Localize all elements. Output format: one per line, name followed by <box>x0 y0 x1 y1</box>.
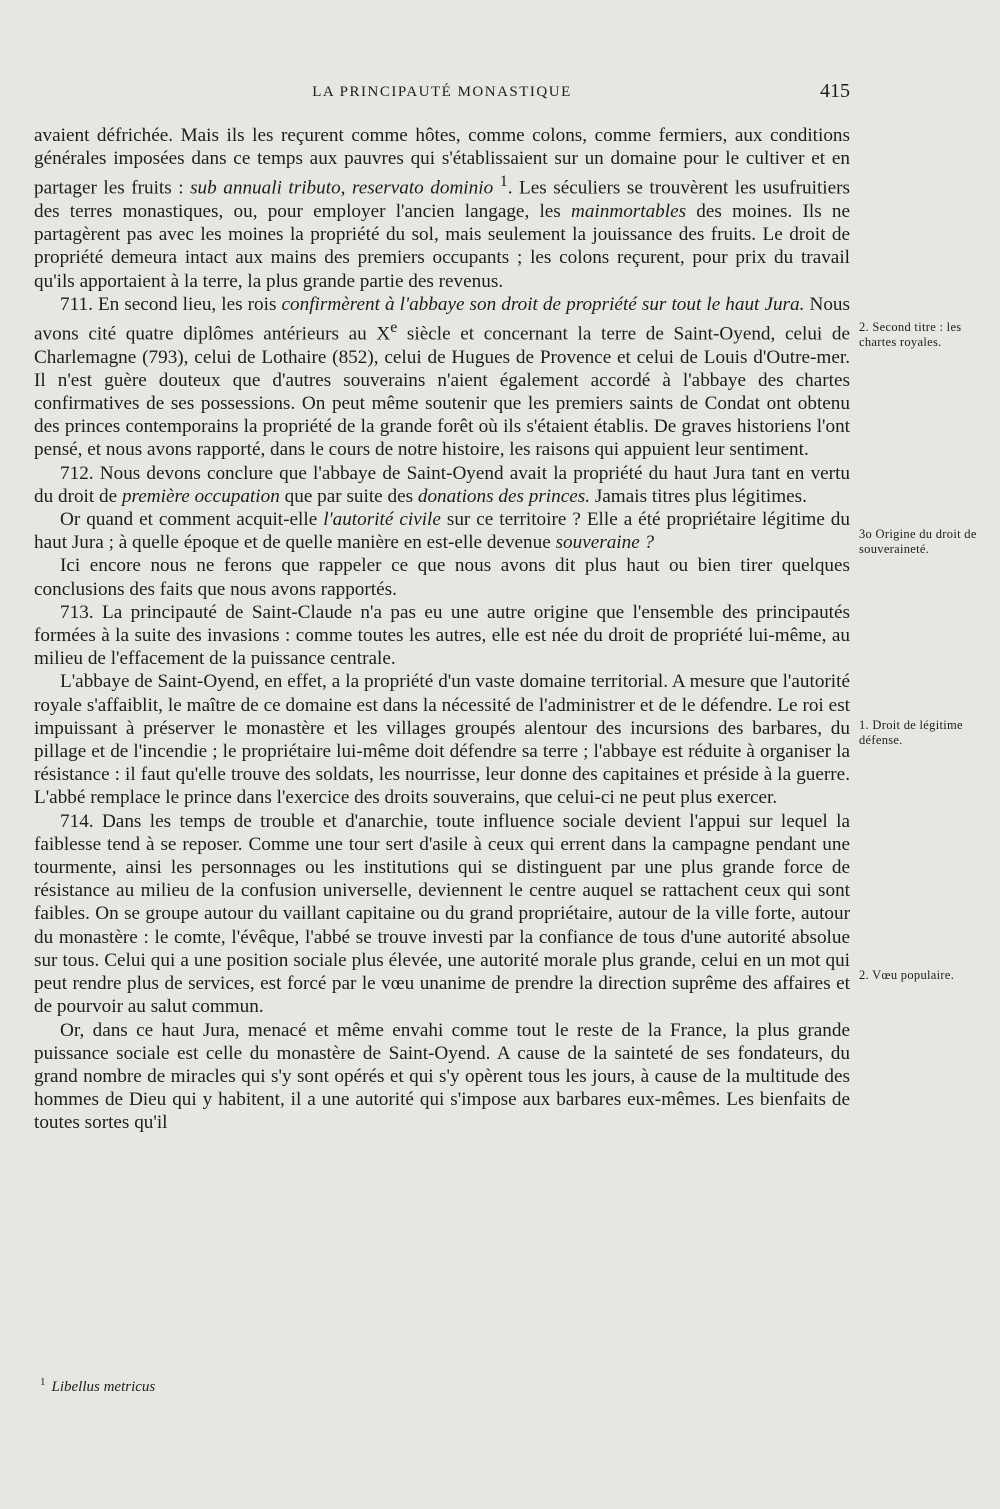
margin-note-origin-sovereignty: 3o Origine du droit de souveraineté. <box>859 527 977 556</box>
paragraph-number: 711. <box>60 293 93 315</box>
paragraph-713: 713. La principauté de Saint-Claude n'a pas eu une autre origine que l'ensemble des principautés formées à la suite des invasions : comme toutes les autres, elle est née du droit de propriété lui-même, au milieu de l'effacement de la puissance centrale. <box>34 601 850 670</box>
paragraph-711: 711. En second lieu, les rois confirmèrent à l'abbaye son droit de propriété sur tout le haut Jura. Nous avons cité quatre diplômes antérieurs au Xe siècle et concernant la terre de Saint-Oyend, celui de Charlemagne (793), celui de Lothaire (852), celui de Hugues de Provence et celui de Louis d'Outre-mer. Il n'est guère douteux que d'autres souverains n'aient également accordé à l'abbaye des chartes confirmatives de ses possessions. On peut même soutenir que les premiers saints de Condat ont obtenu des princes contemporains la propriété de la grande forêt où ils s'étaient établis. De graves historiens l'ont pensé, et nous avons rapporté, dans le cours de notre histoire, les raisons qui appuient leur sentiment. <box>34 293 850 461</box>
footnote-text: Libellus metricus <box>51 1379 156 1395</box>
footnote-mark: 1 <box>40 1376 46 1388</box>
paragraph-712: 712. Nous devons conclure que l'abbaye de Saint-Oyend avait la propriété du haut Jura tant en vertu du droit de première occupation que par suite des donations des princes. Jamais titres plus légitimes. <box>34 462 850 507</box>
running-title: LA PRINCIPAUTÉ MONASTIQUE <box>312 84 572 100</box>
paragraph-714: 714. Dans les temps de trouble et d'anarchie, toute influence sociale devient l'appui sur lequel la faiblesse tend à se reposer. Comme une tour sert d'asile à ceux qui errent dans la campagne pendant une tourmente, ainsi les personnages ou les institutions qui se distinguent par une plus grande force de résistance au milieu de la confusion universelle, deviennent le centre auquel se rattachent ceux qui sont faibles. On se groupe autour du vaillant capitaine ou du grand propriétaire, autour de la ville forte, autour du monastère : le comte, l'évêque, l'abbé se trouve investi par la confiance de tous d'une autorité absolue sur tous. Celui qui a une position sociale plus élevée, une autorité morale plus grande, celui en un mot qui peut rendre plus de services, est forcé par le vœu unanime de prendre la direction suprême des affaires et de pourvoir au salut commun. <box>34 810 850 1018</box>
page-header <box>34 80 850 106</box>
paragraph: avaient défrichée. Mais ils les reçurent comme hôtes, comme colons, comme fermiers, aux conditions générales imposées dans ce temps aux pauvres qui s'établissaient sur un domaine pour le cultiver et en partager les fruits : sub annuali tributo, reservato dominio $^1$. Les séculiers se trouvèrent les usufruitiers des terres monastiques, ou, pour employer l'ancien langage, les mainmortables des moines. Ils ne partagèrent pas avec les moines la propriété du sol, mais seulement la jouissance des fruits. Le droit de propriété demeura intact aux mains des premiers occupants ; les colons reçurent, pour prix du travail qu'ils apportaient à la terre, la plus grande partie des revenus. <box>34 125 851 292</box>
paragraph: Or, dans ce haut Jura, menacé et même envahi comme tout le reste de la France, la plus grande puissance sociale est celle du monastère de Saint-Oyend. A cause de la sainteté de ses fondateurs, du grand nombre de miracles qui s'y sont opérés et qui s'y opèrent tous les jours, à cause de la multitude des hommes de Dieu qui y habitent, il a une autorité qui s'impose aux barbares eux-mêmes. Les bienfaits de toutes sortes qu'il <box>34 1019 850 1134</box>
paragraph: Or quand et comment acquit-elle l'autorité civile sur ce territoire ? Elle a été propriétaire légitime du haut Jura ; à quelle époque et de quelle manière en est-elle devenue souveraine ? <box>34 509 850 554</box>
margin-note-popular-will: 2. Vœu populaire. <box>859 968 955 982</box>
margin-note-legitimate-defense: 1. Droit de légitime défense. <box>859 718 963 747</box>
paragraph: L'abbaye de Saint-Oyend, en effet, a la propriété d'un vaste domaine territorial. A mesure que l'autorité royale s'affaiblit, le maître de ce domaine est dans la nécessité de l'administrer et de le défendre. Le roi est impuissant à préserver le monastère et les villages groupés alentour des incursions des barbares, du pillage et de l'incendie ; le propriétaire lui-même doit défendre sa terre ; l'abbaye est réduite à organiser la résistance : il faut qu'elle trouve des soldats, les nourrisse, leur donne des capitaines et préside à la guerre. L'abbé remplace le prince dans l'exercice des droits souverains, que celui-ci ne peut plus exercer. <box>34 671 850 809</box>
margin-note-second-title: 2. Second titre : les chartes royales. <box>859 320 962 349</box>
page-number: 415 <box>820 80 850 102</box>
footnote-ref: 1 <box>499 173 508 191</box>
paragraph-number: 712. <box>60 462 94 484</box>
paragraph-number: 714. <box>60 810 94 832</box>
main-text <box>34 124 850 1135</box>
paragraph: Ici encore nous ne ferons que rappeler ce que nous avons dit plus haut ou bien tirer quelques conclusions des faits que nous avons rapportés. <box>34 555 850 600</box>
footnote <box>40 1376 155 1396</box>
paragraph-number: 713. <box>60 601 94 623</box>
